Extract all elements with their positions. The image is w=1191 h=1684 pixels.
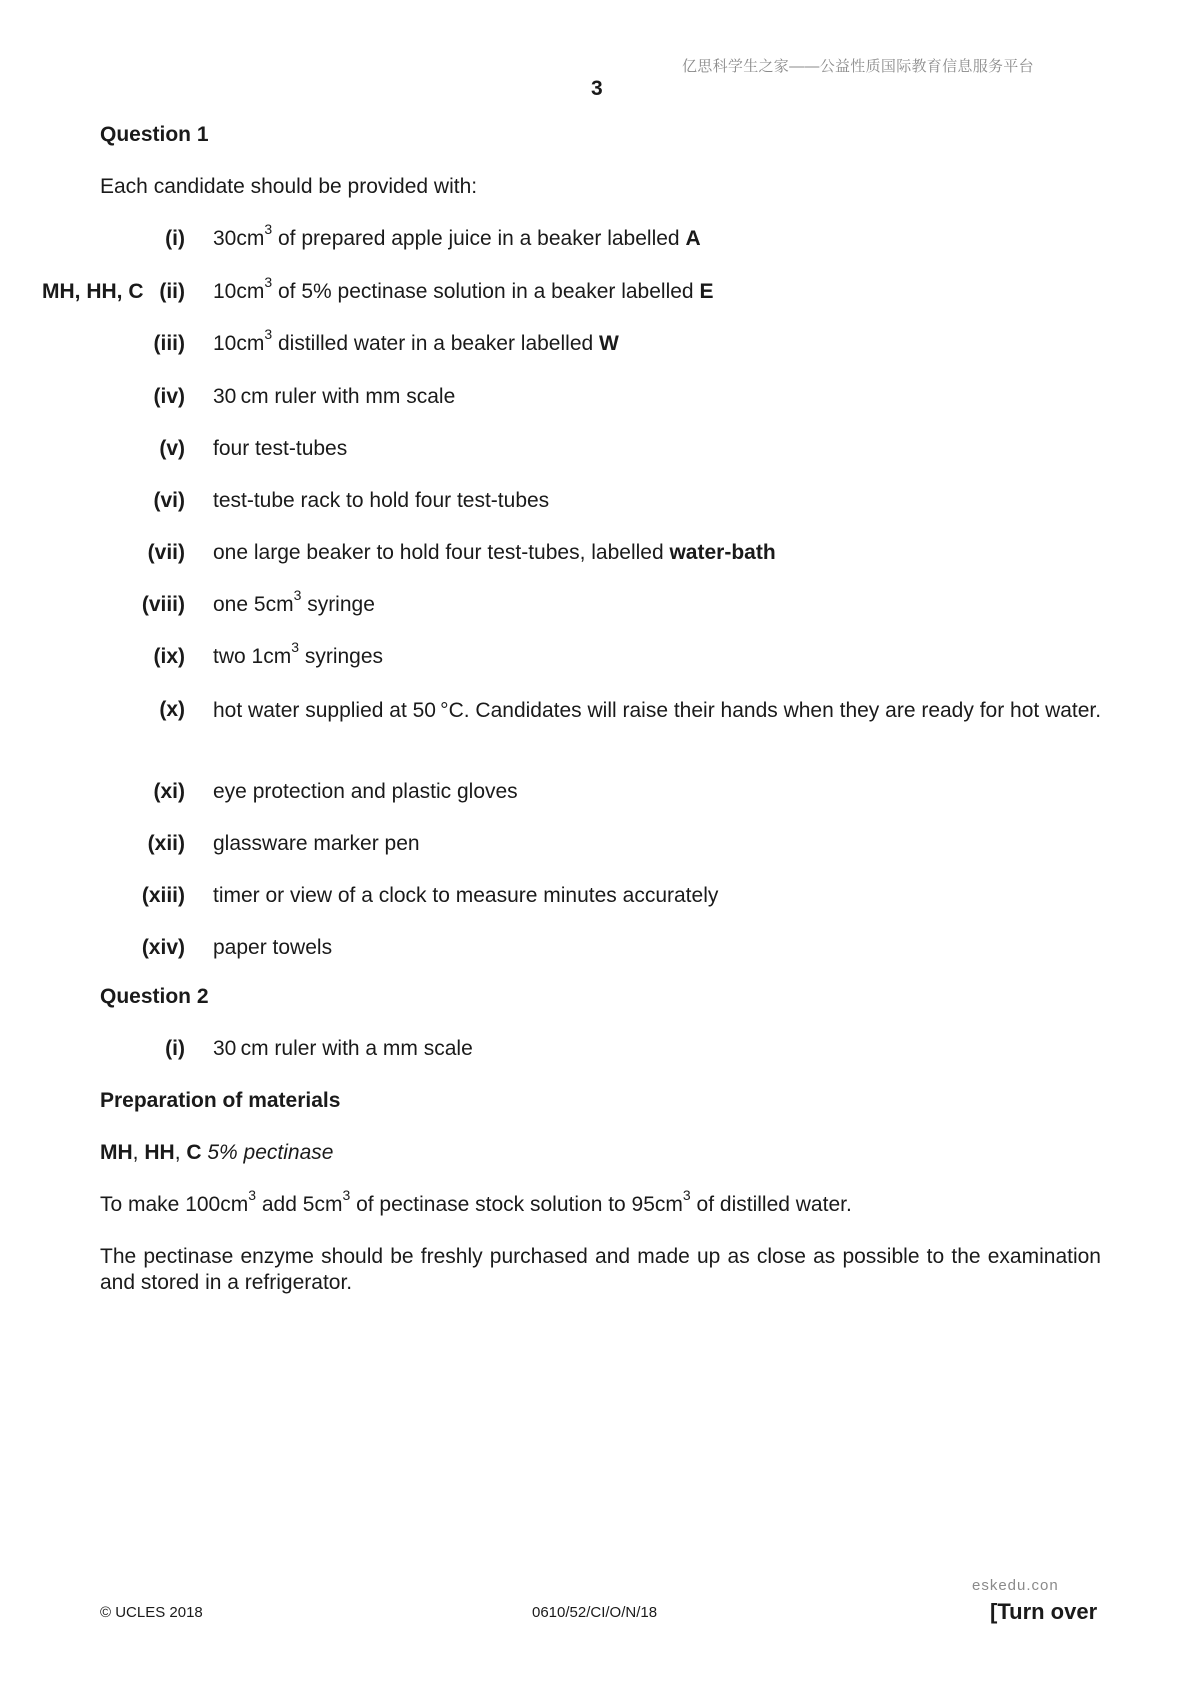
- item-sup: 3: [264, 274, 273, 290]
- list-item-number: (x): [159, 698, 185, 721]
- item-text: timer or view of a clock to measure minutes accurately: [213, 884, 719, 907]
- item-text: eye protection and plastic gloves: [213, 780, 518, 803]
- make-sup-1: 3: [248, 1187, 257, 1203]
- list-item-text: [213, 437, 347, 461]
- item-unit: cm: [265, 593, 294, 616]
- side-tag: MH, HH, C: [42, 280, 144, 303]
- site-watermark: eskedu.con: [972, 1577, 1059, 1594]
- list-item-number: (vii): [147, 541, 185, 564]
- make-text-2: add 5: [256, 1193, 315, 1216]
- make-text-3: of pectinase stock solution to 95: [350, 1193, 655, 1216]
- preparation-note: The pectinase enzyme should be freshly purchased and made up as close as possible to the examination and stored in a refrigerator.: [100, 1245, 1101, 1294]
- item-pre: 30: [213, 227, 237, 250]
- item-text: distilled water in a beaker labelled: [272, 332, 600, 355]
- sub-tag-mh: MH: [100, 1141, 133, 1164]
- item-pre: 10: [213, 332, 237, 355]
- list-item-number: (xiii): [141, 884, 185, 907]
- list-item-text: [213, 832, 420, 856]
- preparation-heading: Preparation of materials: [100, 1089, 341, 1112]
- list-item-number: (ix): [153, 645, 185, 668]
- list-item-number: (viii): [141, 593, 185, 616]
- item-bold: E: [699, 280, 714, 303]
- item-text: of prepared apple juice in a beaker labelled: [272, 227, 686, 250]
- item-text: 30 cm ruler with mm scale: [213, 385, 456, 408]
- item-bold: A: [685, 227, 701, 250]
- list-item-number: (xii): [147, 832, 185, 855]
- sub-title: 5% pectinase: [207, 1141, 334, 1164]
- page-number: 3: [591, 77, 603, 100]
- item-text: syringe: [301, 593, 375, 616]
- item-text: glassware marker pen: [213, 832, 420, 855]
- question-1-heading: Question 1: [100, 123, 209, 146]
- list-item-text: 30 cm ruler with a mm scale: [213, 1037, 473, 1060]
- item-text: four test-tubes: [213, 437, 348, 460]
- make-unit-2: cm: [314, 1193, 343, 1216]
- list-item-text: [213, 385, 455, 409]
- item-pre: one 5: [213, 593, 266, 616]
- make-unit-1: cm: [220, 1193, 249, 1216]
- copyright: © UCLES 2018: [100, 1604, 203, 1621]
- list-item-number: (xi): [153, 780, 185, 803]
- make-text-1: To make 100: [100, 1193, 221, 1216]
- item-text: syringes: [299, 645, 384, 668]
- item-bold: W: [599, 332, 619, 355]
- list-item-text: [213, 221, 701, 251]
- item-pre: 10: [213, 280, 237, 303]
- list-item-text: [213, 326, 619, 356]
- list-item-number: (xiv): [141, 936, 185, 959]
- list-item-text: [213, 541, 776, 565]
- turn-over: [Turn over: [990, 1599, 1098, 1624]
- item-text: of 5% pectinase solution in a beaker labelled: [272, 280, 700, 303]
- sub-tag-hh: HH: [144, 1141, 175, 1164]
- item-pre: two 1: [213, 645, 264, 668]
- item-text: paper towels: [213, 936, 333, 959]
- list-item-number: (i): [165, 1037, 185, 1060]
- preparation-subheading: MH, HH, C 5% pectinase: [100, 1141, 334, 1164]
- item-text: hot water supplied at 50 °C. Candidates will raise their hands when they are ready for hot water.: [213, 699, 1102, 722]
- item-unit: cm: [236, 280, 265, 303]
- make-sup-3: 3: [682, 1187, 691, 1203]
- make-unit-3: cm: [654, 1193, 683, 1216]
- list-item-number: (vi): [153, 489, 185, 512]
- item-unit: cm: [236, 332, 265, 355]
- list-item-text: [213, 698, 1113, 724]
- sub-tag-c: C: [186, 1141, 202, 1164]
- paper-code: 0610/52/CI/O/N/18: [532, 1604, 658, 1621]
- item-sup: 3: [293, 587, 302, 603]
- item-sup: 3: [264, 221, 273, 237]
- item-sup: 3: [264, 326, 273, 342]
- list-item-text: [213, 884, 718, 908]
- question-1-intro: Each candidate should be provided with:: [100, 175, 478, 198]
- list-item-number: (ii): [159, 280, 185, 303]
- list-item-text: [213, 639, 384, 669]
- preparation-instruction: [100, 1187, 852, 1217]
- question-2-heading: Question 2: [100, 985, 209, 1008]
- item-text: one large beaker to hold four test-tubes, labelled: [213, 541, 670, 564]
- list-item-number: (iv): [153, 385, 185, 408]
- item-sup: 3: [291, 639, 299, 655]
- list-item-number: (i): [165, 227, 185, 250]
- list-item-text: [213, 274, 714, 304]
- item-unit: cm: [236, 227, 265, 250]
- item-text: test-tube rack to hold four test-tubes: [213, 489, 550, 512]
- list-item-number: (iii): [153, 332, 185, 355]
- watermark-text: 亿思科学生之家——公益性质国际教育信息服务平台: [682, 58, 1034, 75]
- make-sup-2: 3: [342, 1187, 351, 1203]
- item-bold: water-bath: [669, 541, 776, 564]
- list-item-text: [213, 936, 332, 960]
- list-item-text: [213, 587, 375, 617]
- item-unit: cm: [263, 645, 292, 668]
- list-item-number: (v): [159, 437, 185, 460]
- list-item-text: [213, 780, 518, 804]
- make-text-4: of distilled water.: [690, 1193, 852, 1216]
- list-item-text: [213, 489, 549, 513]
